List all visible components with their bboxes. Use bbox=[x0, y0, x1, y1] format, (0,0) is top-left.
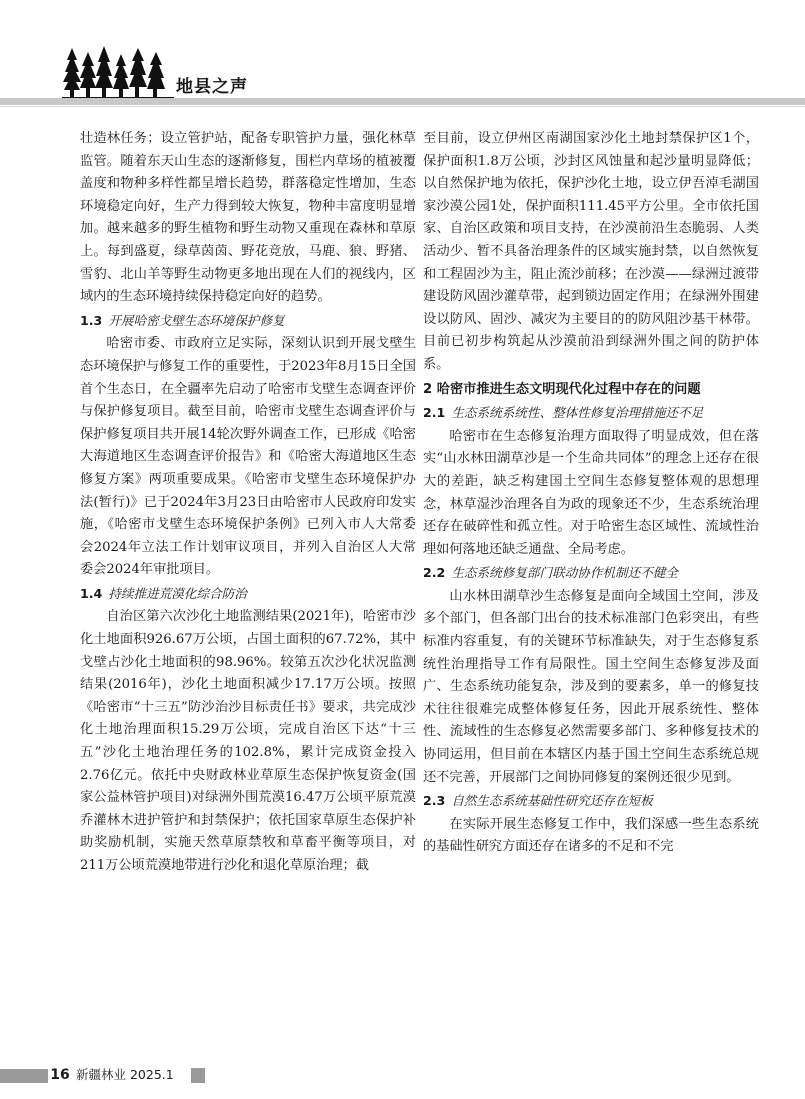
paragraph: 自治区第六次沙化土地监测结果(2021年)，哈密市沙化土地面积926.67万公顷，占国土面积的67.72%，其中戈壁占沙化土地面积的98.96%。较第五次沙化状况监测结果(2016年)，沙化土地面积减少17.17万公顷。按照《哈密市“十三五”防沙治沙目标责任书》要求，共完成沙化土地治理面积15.29万公顷，完成自治区下达“十三五”沙化土地治理任务的102.8%，累计完成资金投入2.76亿元。依托中央财政林业草原生态保护恢复资金(国家公益林管护项目)对绿洲外围荒漠16.47万公顷平原荒漠乔灌林木进护管护和封禁保护；依托国家草原生态保护补助奖励机制，实施天然草原禁牧和草畜平衡等项目，对211万公顷荒漠地带进行沙化和退化草原治理；截 bbox=[80, 609, 416, 873]
page-footer bbox=[0, 1063, 805, 1089]
journal-name: 新疆林业 2025.1 bbox=[76, 1067, 174, 1082]
subsection-heading: 1.3 开展哈密戈壁生态环境保护修复 bbox=[80, 312, 285, 328]
header-divider bbox=[0, 106, 805, 107]
page-number: 16 bbox=[50, 1067, 70, 1083]
paragraph: 哈密市委、市政府立足实际，深刻认识到开展戈壁生态环境保护与修复工作的重要性，于2023年8月15日全国首个生态日，在全疆率先启动了哈密市戈壁生态调查评价与保护修复项目。截至目前，哈密市戈壁生态调查评价与保护修复项目共开展14轮次野外调查工作，已形成《哈密大海道地区生态调查评价报告》和《哈密大海道地区生态修复方案》两项重要成果。《哈密市戈壁生态环境保护办法(暂行)》已于2024年3月23日由哈密市人民政府印发实施，《哈密市戈壁生态环境保护条例》已列入市人大常委会2024年立法工作计划审议项目，并列入自治区人大常委会2024年审批项目。 bbox=[80, 336, 416, 578]
section-title: 地县之声 bbox=[176, 77, 248, 97]
paragraph: 壮造林任务；设立管护站，配备专职管护力量，强化林草监管。随着东天山生态的逐渐修复，围栏内草场的植被覆盖度和物种多样性都呈增长趋势，群落稳定性增加，生态环境稳定向好，生产力得到较大恢复，物种丰富度明显增加。越来越多的野生植物和野生动物又重现在森林和草原上。每到盛夏，绿草茵茵、野花竞放，马鹿、狼、野猪、雪豹、北山羊等野生动物更多地出现在人们的视线内，区域内的生态环境持续保持稳定向好的趋势。 bbox=[80, 131, 416, 305]
section-heading: 2 哈密市推进生态文明现代化过程中存在的问题 bbox=[423, 381, 701, 397]
footer-bar bbox=[0, 1069, 48, 1083]
subsection-heading: 2.2 生态系统修复部门联动协作机制还不健全 bbox=[423, 565, 678, 581]
paragraph: 至目前，设立伊州区南湖国家沙化土地封禁保护区1个，保护面积1.8万公顷，沙封区风蚀量和起沙量明显降低；以自然保护地为依托，保护沙化土地，设立伊吾淖毛湖国家沙漠公园1处，保护面积111.45平方公里。全市依托国家、自治区政策和项目支持，在沙漠前沿生态脆弱、人类活动少、暂不具备治理条件的区域实施封禁，以自然恢复和工程固沙为主，阻止流沙前移；在沙漠——绿洲过渡带建设防风固沙灌草带，起到锁边固定作用；在绿洲外围建设以防风、固沙、减灾为主要目的的防风阻沙基干林带。目前已初步构筑起从沙漠前沿到绿洲外围之间的防护体系。 bbox=[423, 131, 759, 372]
footer-box bbox=[191, 1068, 205, 1083]
paragraph: 山水林田湖草沙生态修复是面向全域国土空间，涉及多个部门，但各部门出台的技术标准部门色彩突出，有些标准内容重复，有的关键环节标准缺失，对于生态修复系统性治理指导工作有局限性。国土空间生态修复涉及面广、生态系统功能复杂，涉及到的要素多，单一的修复技术往往很难完成整体修复任务，因此开展系统性、整体性、流域性的生态修复必然需要多部门、多种修复技术的协同运用，但目前在本辖区内基于国土空间生态系统总规还不完善，开展部门之间协同修复的案例还很少见到。 bbox=[423, 588, 759, 785]
subsection-heading: 2.3 自然生态系统基础性研究还存在短板 bbox=[423, 793, 653, 809]
subsection-heading: 1.4 持续推进荒漠化综合防治 bbox=[80, 585, 247, 601]
right-column bbox=[423, 128, 759, 859]
tree-logo-icon bbox=[62, 42, 174, 100]
header-band bbox=[0, 98, 805, 105]
subsection-heading: 2.1 生态系统系统性、整体性修复治理措施还不足 bbox=[423, 405, 704, 421]
page-header bbox=[0, 0, 805, 115]
paragraph: 在实际开展生态修复工作中，我们深感一些生态系统的基础性研究方面还存在诸多的不足和不完 bbox=[423, 816, 759, 855]
left-column bbox=[80, 128, 416, 878]
paragraph: 哈密市在生态修复治理方面取得了明显成效，但在落实“山水林田湖草沙是一个生命共同体”的理念上还存在很大的差距，缺乏构建国土空间生态修复整体观的思想理念，林草湿沙治理各自为政的现象还不少，生态系统治理还存在破碎性和孤立性。对于哈密生态区域性、流域性治理如何落地还缺乏通盘、全局考虑。 bbox=[423, 428, 759, 557]
